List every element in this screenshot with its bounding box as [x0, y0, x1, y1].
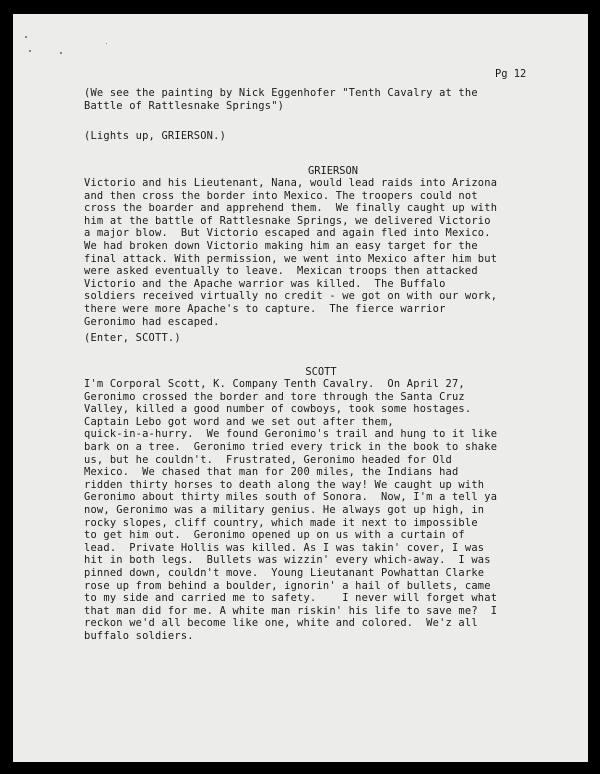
dialogue-line: him at the battle of Rattlesnake Springs, we delivered Victorio	[84, 214, 491, 227]
script-page	[13, 14, 588, 762]
speaker-name-grierson: GRIERSON	[307, 165, 359, 177]
stage-direction-enter: (Enter, SCOTT.)	[84, 332, 181, 344]
paper-speck	[106, 43, 107, 44]
page-number: Pg 12	[495, 68, 527, 80]
direction-line: Battle of Rattlesnake Springs")	[84, 99, 285, 112]
dialogue-line: Geronimo about thirty miles south of Sonora. Now, I'm a tell ya	[84, 491, 498, 504]
dialogue-line: lead. Private Hollis was killed. As I was takin' cover, I was	[84, 541, 485, 554]
stage-direction-lights: (Lights up, GRIERSON.)	[84, 130, 227, 142]
dialogue-line: to my side and carried me to safety. I never will forget what	[84, 592, 498, 605]
dialogue-line: Valley, killed a good number of cowboys, took some hostages.	[84, 403, 472, 416]
dialogue-line: that man did for me. A white man riskin' his life to save me? I	[84, 604, 498, 617]
dialogue-line: there were more Apache's to capture. The fierce warrior	[84, 302, 446, 315]
dialogue-line: We had broken down Victorio making him an easy target for the	[84, 239, 478, 252]
dialogue-line: a major blow. But Victorio escaped and again fled into Mexico.	[84, 227, 491, 240]
dialogue-line: bark on a tree. Geronimo tried every trick in the book to shake	[84, 440, 498, 453]
dialogue-line: cross the boarder and apprehend them. We finally caught up with	[84, 202, 498, 215]
dialogue-line: Victorio and the Apache warrior was killed. The Buffalo	[84, 277, 446, 290]
speaker-name-scott: SCOTT	[305, 366, 337, 378]
dialogue-line: Geronimo crossed the border and tore through the Santa Cruz	[84, 390, 465, 403]
dialogue-line: Captain Lebo got word and we set out after them,	[84, 415, 394, 428]
dialogue-line: to get him out. Geronimo opened up on us with a curtain of	[84, 529, 465, 542]
dialogue-line: soldiers received virtually no credit - we got on with our work,	[84, 290, 498, 303]
dialogue-line: final attack. With permission, we went into Mexico after him but	[84, 252, 498, 265]
dialogue-line: Mexico. We chased that man for 200 miles, the Indians had	[84, 466, 459, 479]
paper-speck	[60, 52, 62, 54]
paper-speck	[29, 50, 31, 52]
dialogue-grierson	[84, 177, 497, 328]
dialogue-line: pinned down, couldn't move. Young Lieutanant Powhattan Clarke	[84, 566, 485, 579]
direction-line: (We see the painting by Nick Eggenhofer "Tenth Cavalry at the	[84, 87, 478, 99]
dialogue-line: ridden thirty horses to death along the way! We caught up with	[84, 478, 485, 491]
dialogue-line: quick-in-a-hurry. We found Geronimo's trail and hung to it like	[84, 428, 498, 441]
dialogue-line: hit in both legs. Bullets was wizzin' every which-away. I was	[84, 554, 491, 567]
dialogue-line: us, but he couldn't. Frustrated, Geronimo headed for Old	[84, 453, 452, 466]
stage-direction-painting	[84, 87, 478, 112]
dialogue-line: were asked eventually to leave. Mexican troops then attacked	[84, 265, 478, 278]
dialogue-scott	[84, 378, 497, 642]
dialogue-line: now, Geronimo was a military genius. He always got up high, in	[84, 503, 485, 516]
dialogue-line: buffalo soldiers.	[84, 629, 194, 642]
dialogue-line: rocky slopes, cliff country, which made it next to impossible	[84, 516, 478, 529]
paper-speck	[25, 36, 27, 38]
dialogue-line: I'm Corporal Scott, K. Company Tenth Cavalry. On April 27,	[84, 378, 465, 390]
dialogue-line: and then cross the border into Mexico. The troopers could not	[84, 189, 478, 202]
dialogue-line: rose up from behind a boulder, ignorin' a hail of bullets, came	[84, 579, 491, 592]
dialogue-line: Victorio and his Lieutenant, Nana, would lead raids into Arizona	[84, 177, 498, 189]
dialogue-line: Geronimo had escaped.	[84, 315, 220, 328]
dialogue-line: reckon we'd all become like one, white and colored. We'z all	[84, 617, 478, 630]
